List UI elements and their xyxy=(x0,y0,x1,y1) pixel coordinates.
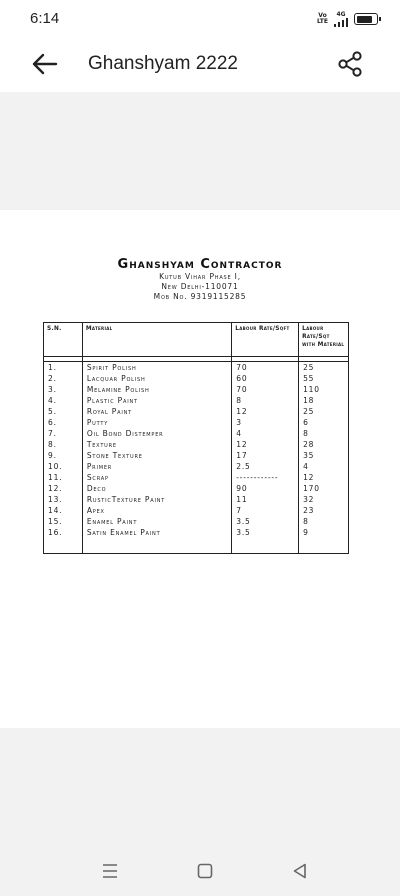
table-row xyxy=(44,384,349,395)
cell-labour-rate: 12 xyxy=(232,406,299,417)
cell-labour-rate: 7 xyxy=(232,505,299,516)
cell-labour-with-material: 170 xyxy=(303,484,320,493)
cell-labour-rate: 17 xyxy=(232,450,299,461)
cell-labour-with-material: 28 xyxy=(303,440,315,449)
table-row xyxy=(44,494,349,505)
cell-labour-rate: 70 xyxy=(232,362,299,374)
cell-labour-with-material: 110 xyxy=(303,385,320,394)
cell-material: Stone Texture xyxy=(82,450,231,461)
cell-material: Oil Bond Distemper xyxy=(82,428,231,439)
menu-lines-icon xyxy=(99,860,121,882)
table-row xyxy=(44,362,349,374)
cell-sn: 15. xyxy=(44,516,83,527)
cell-labour-rate: 8 xyxy=(232,395,299,406)
cell-sn: 13. xyxy=(44,494,83,505)
cell-sn: 10. xyxy=(44,461,83,472)
cell-labour-with-material: 8 xyxy=(303,429,309,438)
cell-labour-rate: 90 xyxy=(232,483,299,494)
cell-sn: 1. xyxy=(44,362,83,374)
table-row xyxy=(44,483,349,494)
cell-labour-rate: ------------ xyxy=(232,472,299,483)
cell-labour-rate: 3 xyxy=(232,417,299,428)
header-sn: S.N. xyxy=(44,323,83,357)
cell-material: Satin Enamel Paint xyxy=(82,527,231,538)
status-icons xyxy=(317,11,378,27)
cell-material: Spirit Polish xyxy=(82,362,231,374)
table-row xyxy=(44,395,349,406)
square-home-icon xyxy=(194,860,216,882)
system-back-button[interactable] xyxy=(289,860,311,882)
battery-icon xyxy=(354,13,378,25)
volte-indicator: Vo LTE xyxy=(316,12,328,25)
cell-material: Melamine Polish xyxy=(82,384,231,395)
status-bar xyxy=(0,0,400,36)
cell-labour-with-material: 32 xyxy=(303,495,315,504)
cell-sn: 14. xyxy=(44,505,83,516)
cell-labour-rate: 4 xyxy=(232,428,299,439)
phone-number: Mob No. 9319115285 xyxy=(153,292,247,301)
cell-labour-rate: 12 xyxy=(232,439,299,450)
cell-sn: 16. xyxy=(44,527,83,538)
cell-labour-with-material: 4 xyxy=(303,462,309,471)
cell-sn: 4. xyxy=(44,395,83,406)
cell-material: Texture xyxy=(82,439,231,450)
cell-material: Plastic Paint xyxy=(82,395,231,406)
triangle-back-icon xyxy=(289,860,311,882)
cell-labour-rate: 3.5 xyxy=(232,516,299,527)
document-header xyxy=(0,257,400,302)
table-row xyxy=(44,516,349,527)
cell-sn: 3. xyxy=(44,384,83,395)
cell-labour-with-material: 9 xyxy=(303,528,309,537)
table-row xyxy=(44,472,349,483)
cell-labour-rate: 2.5 xyxy=(232,461,299,472)
table-row xyxy=(44,527,349,538)
table-row xyxy=(44,461,349,472)
signal-4g-icon xyxy=(334,11,348,27)
cell-labour-with-material: 12 xyxy=(303,473,315,482)
cell-labour-with-material: 55 xyxy=(303,374,315,383)
document-page xyxy=(0,210,400,728)
document-viewer[interactable] xyxy=(0,92,400,846)
recents-button[interactable] xyxy=(99,860,121,882)
cell-sn: 5. xyxy=(44,406,83,417)
cell-labour-rate: 60 xyxy=(232,373,299,384)
share-icon xyxy=(336,50,364,78)
table-header-row xyxy=(44,323,349,357)
cell-material: Enamel Paint xyxy=(82,516,231,527)
cell-sn: 9. xyxy=(44,450,83,461)
cell-sn: 6. xyxy=(44,417,83,428)
cell-material: Lacquar Polish xyxy=(82,373,231,384)
cell-sn: 2. xyxy=(44,373,83,384)
cell-labour-with-material: 8 xyxy=(303,517,309,526)
cell-material: RusticTexture Paint xyxy=(82,494,231,505)
table-row xyxy=(44,439,349,450)
cell-labour-with-material: 6 xyxy=(303,418,309,427)
cell-sn: 11. xyxy=(44,472,83,483)
system-nav-bar xyxy=(0,846,400,896)
app-bar xyxy=(0,36,400,92)
table-row xyxy=(44,450,349,461)
table-row xyxy=(44,428,349,439)
cell-material: Scrap xyxy=(82,472,231,483)
header-labour-rate: Labour Rate/Sqft xyxy=(232,323,299,357)
network-type: 4G xyxy=(336,11,346,18)
cell-sn: 12. xyxy=(44,483,83,494)
status-time: 6:14 xyxy=(30,10,60,27)
cell-material: Deco xyxy=(82,483,231,494)
cell-labour-with-material: 23 xyxy=(303,506,315,515)
cell-labour-with-material: 18 xyxy=(303,396,315,405)
table-row xyxy=(44,417,349,428)
cell-sn: 8. xyxy=(44,439,83,450)
table-row xyxy=(44,406,349,417)
back-button[interactable] xyxy=(30,50,60,78)
cell-material: Primer xyxy=(82,461,231,472)
rate-table xyxy=(43,322,349,554)
signal-bars-icon xyxy=(334,18,348,27)
company-name: Ghanshyam Contractor xyxy=(117,257,283,272)
arrow-left-icon xyxy=(30,50,60,78)
header-material: Material xyxy=(82,323,231,357)
address-line-1: Kutub Vihar Phase I, xyxy=(159,272,241,281)
page-title: Ghanshyam 2222 xyxy=(88,53,238,74)
cell-labour-with-material: 25 xyxy=(303,407,315,416)
header-labour-with-material: Labour Rate/Sqt with Material xyxy=(299,323,349,357)
cell-material: Royal Paint xyxy=(82,406,231,417)
cell-labour-with-material: 25 xyxy=(303,363,315,372)
cell-labour-rate: 70 xyxy=(232,384,299,395)
table-body xyxy=(44,357,349,554)
cell-sn: 7. xyxy=(44,428,83,439)
cell-labour-rate: 3.5 xyxy=(232,527,299,538)
table-row xyxy=(44,505,349,516)
address-line-2: New Delhi-110071 xyxy=(161,282,239,291)
table-filler-row xyxy=(44,538,349,553)
cell-material: Putty xyxy=(82,417,231,428)
cell-material: Apex xyxy=(82,505,231,516)
share-button[interactable] xyxy=(336,50,364,78)
cell-labour-rate: 11 xyxy=(232,494,299,505)
home-button[interactable] xyxy=(194,860,216,882)
battery-level xyxy=(357,16,372,23)
cell-labour-with-material: 35 xyxy=(303,451,315,460)
table-row xyxy=(44,373,349,384)
